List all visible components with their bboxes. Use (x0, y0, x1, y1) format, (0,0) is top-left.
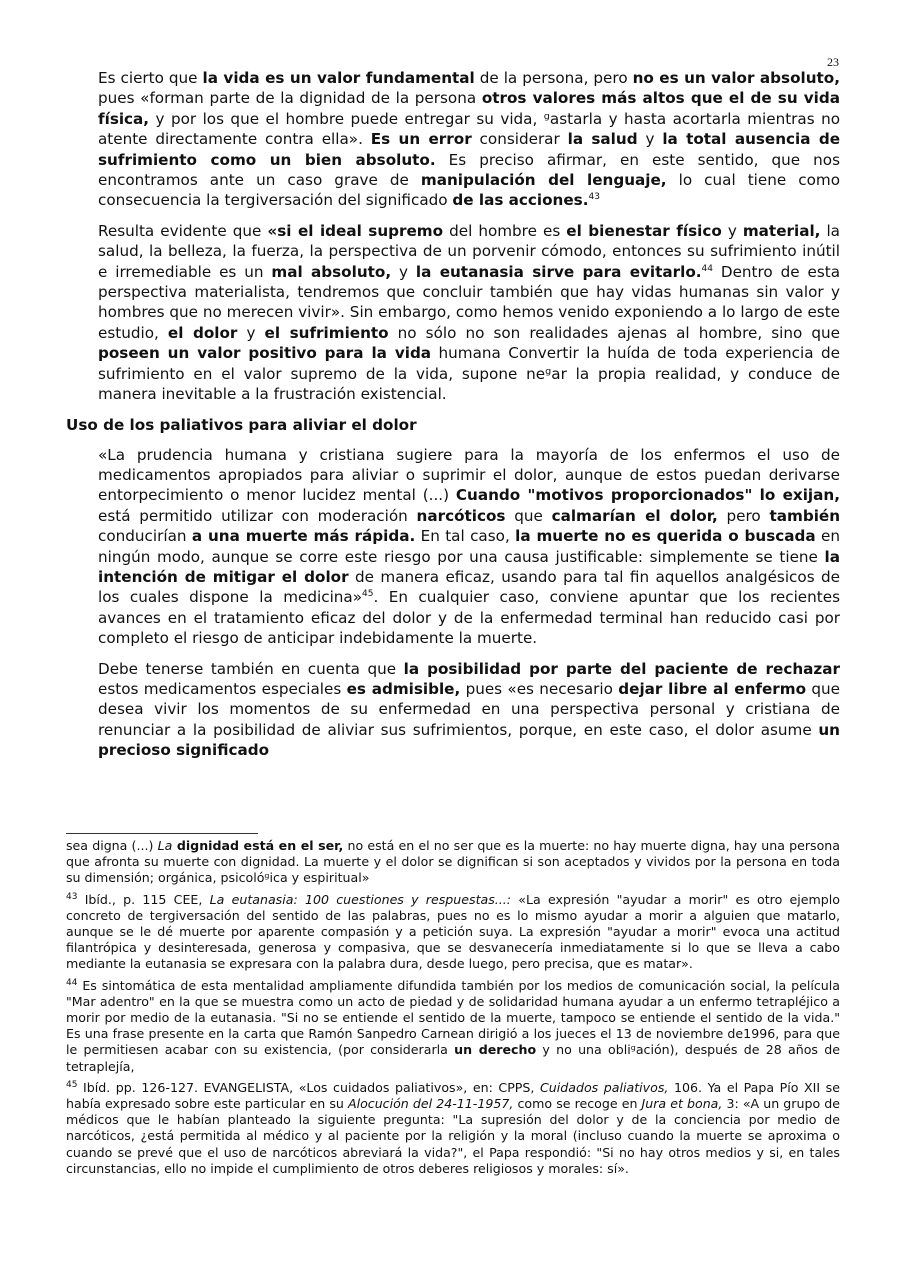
footnote-ref-45[interactable]: 45 (362, 589, 374, 600)
footnote-divider (66, 833, 258, 834)
footnote-continued: sea digna (...) La dignidad está en el ser, no está en el no ser que es la muerte: no hay muerte digna, hay una persona que afronta su muerte con dignidad. La muerte y el dolor se dignifican si son aceptados y vividos por la persona en toda su dimensión; orgánica, psicolóᵍica y espiritual» (66, 838, 840, 886)
footnote-43: $^{43}$ Ibíd., p. 115 CEE, La eutanasia: 100 cuestiones y respuestas...: «La expresión "ayudar a morir" es otro ejemplo concreto de tergiversación del sentido de las palabras, pues no es lo mismo ayudar a morir a alguien que matarlo, aunque se le dé muerte por aparente compasión y a petición suya. La expresión "ayudar a morir" evoca una actitud filantrópica y desinteresada, generosa y compasiva, que se desvanecería inmediatamente si lo que se lleva a cabo mediante la eutanasia se expresara con la palabra dura, desde luego, pero precisa, que es matar». (66, 891, 840, 972)
paragraph-2: Resulta evidente que «si el ideal supremo del hombre es el bienestar físico y material, la salud, la belleza, la fuerza, la perspectiva de un porvenir cómodo, entonces su sufrimiento inútil e irremediable es un mal absoluto, y la eutanasia sirve para evitarlo.$^{44}$ Dentro de esta perspectiva materialista, tendremos que concluir también que hay vidas humanas sin valor y hombres que no merecen vivir». Sin embargo, como hemos venido exponiendo a lo largo de este estudio, el dolor y el sufrimiento no sólo no son realidades ajenas al hombre, sino que poseen un valor positivo para la vida humana Convertir la huída de toda experiencia de sufrimiento en el valor supremo de la vida, supone neᵍar la propia realidad, y conduce de manera inevitable a la frustración existencial. (98, 221, 841, 404)
section-heading: Uso de los paliativos para aliviar el dolor (66, 415, 417, 434)
footnote-44: $^{44}$ Es sintomática de esta mentalidad ampliamente difundida también por los medios de comunicación social, la película "Mar adentro" en la que se muestra como un acto de piedad y de solidaridad humana ayudar a un enfermo tetrapléjico a morir por medio de la eutanasia. "Si no se entiende el sentido de la muerte, tampoco se entiende el sentido de la vida." Es una frase presente en la carta que Ramón Sanpedro Carnean dirigió a los jueces el 13 de noviembre de1996, para que le permitiesen acabar con su existencia, (por considerarla un derecho y no una obliᵍación), después de 28 años de tetraplejía, (66, 977, 840, 1074)
footnote-ref-44[interactable]: 44 (701, 263, 713, 274)
page-number: 23 (827, 55, 839, 69)
paragraph-1: Es cierto que la vida es un valor fundamental de la persona, pero no es un valor absoluto, pues «forman parte de la dignidad de la persona otros valores más altos que el de su vida física, y por los que el hombre puede entregar su vida, ᵍastarla y hasta acortarla mientras no atente directamente contra ella». Es un error considerar la salud y la total ausencia de sufrimiento como un bien absoluto. Es preciso afirmar, en este sentido, que nos encontramos ante un caso grave de manipulación del lenguaje, lo cual tiene como consecuencia la tergiversación del significado de las acciones.$^{43}$ (98, 69, 840, 210)
paragraph-4: Debe tenerse también en cuenta que la posibilidad por parte del paciente de rechazar estos medicamentos especiales es admisible, pues «es necesario dejar libre al enfermo que desea vivir los momentos de su enfermedad en una perspectiva personal y cristiana de renunciar a la posibilidad de aliviar sus sufrimientos, porque, en este caso, el dolor asume un precioso significado (98, 659, 840, 760)
main-text (66, 68, 840, 771)
paragraph-3: «La prudencia humana y cristiana sugiere para la mayoría de los enfermos el uso de medicamentos apropiados para aliviar o suprimir el dolor, aunque de estos puedan derivarse entorpecimiento o menor lucidez mental (...) Cuando "motivos proporcionados" lo exijan, está permitido utilizar con moderación narcóticos que calmarían el dolor, pero también conducirían a una muerte más rápida. En tal caso, la muerte no es querida o buscada en ningún modo, aunque se corre este riesgo por una causa justificable: simplemente se tiene la intención de mitigar el dolor de manera eficaz, usando para tal fin aquellos analgésicos de los cuales dispone la medicina»$^{45}$. En cualquier caso, conviene apuntar que los recientes avances en el tratamiento eficaz del dolor y de la enfermedad terminal han reducido casi por completo el riesgo de anticipar indebidamente la muerte. (98, 445, 841, 648)
footnote-ref-43[interactable]: 43 (588, 192, 600, 203)
footnote-45: $^{45}$ Ibíd. pp. 126-127. EVANGELISTA, «Los cuidados paliativos», en: CPPS, Cuidados paliativos, 106. Ya el Papa Pío XII se había expresado sobre este particular en su Alocución del 24-11-1957, como se recoge en Jura et bona, 3: «A un grupo de médicos que le habían planteado la siguiente pregunta: "La supresión del dolor y de la conciencia por medio de narcóticos, ¿está permitida al médico y al paciente por la religión y la moral (incluso cuando la muerte se aproxima o cuando se prevé que el uso de narcóticos abreviará la vida?", el Papa respondió: "Si no hay otros medios y si, en tales circunstancias, ello no impide el cumplimiento de otros deberes religiosos y morales: sí». (66, 1079, 840, 1176)
footnotes (66, 838, 840, 1182)
